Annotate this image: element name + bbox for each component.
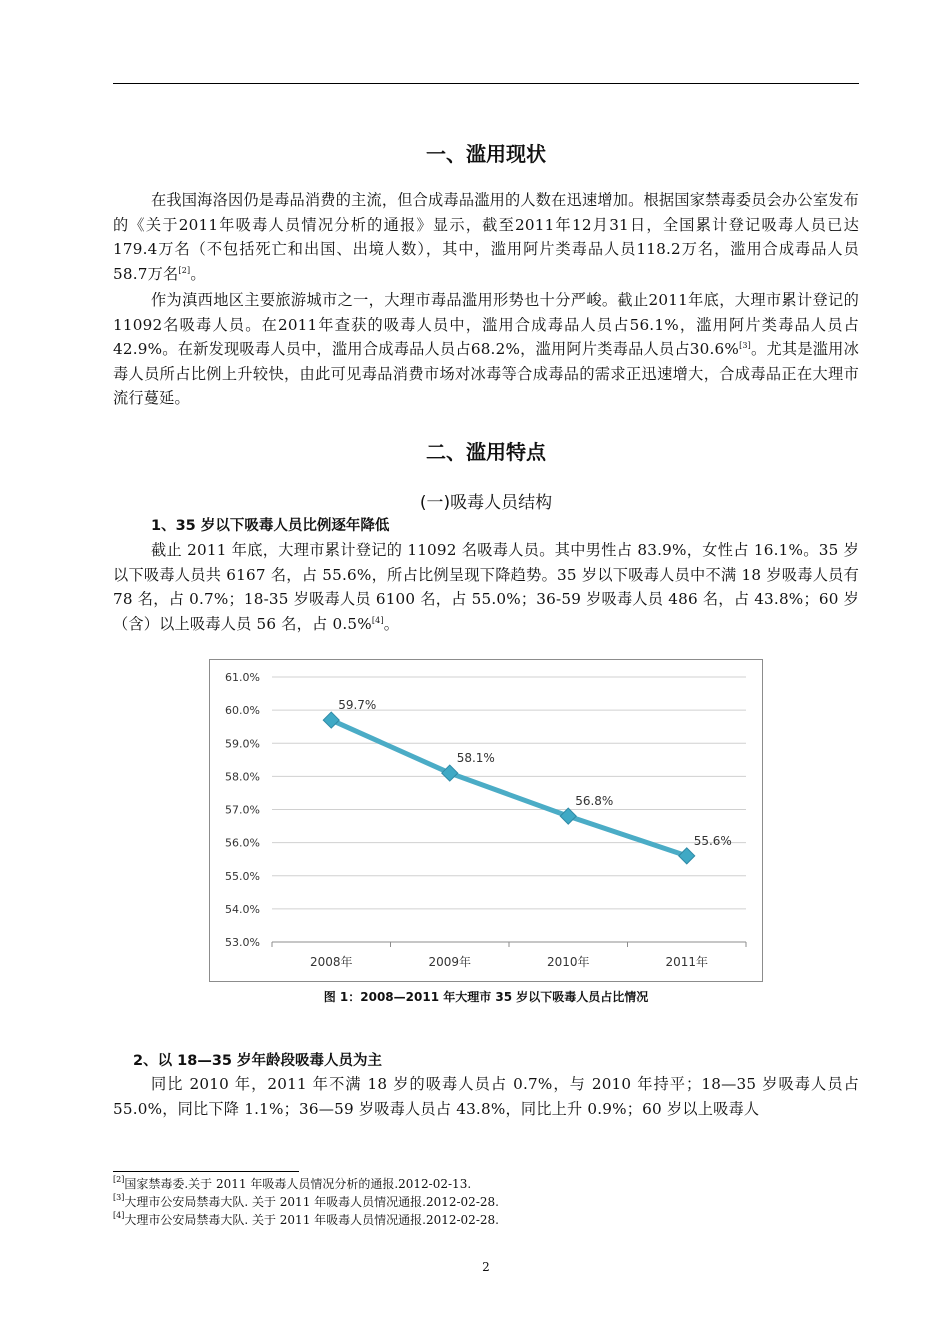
footnote-2: [2]国家禁毒委.关于 2011 年吸毒人员情况分析的通报.2012-02-13. — [113, 1175, 472, 1191]
subsection-title: (一)吸毒人员结构 — [419, 493, 553, 513]
series-line — [331, 720, 687, 856]
y-tick-label: 53.0% — [225, 936, 260, 949]
footnote-ref-3[interactable]: [3] — [739, 341, 751, 350]
line-chart — [209, 659, 763, 982]
section1-title: 一、滥用现状 — [426, 142, 546, 166]
y-tick-label: 61.0% — [225, 671, 260, 684]
y-tick-label: 57.0% — [225, 803, 260, 817]
y-tick-label: 60.0% — [225, 704, 260, 718]
footnote-3: [3]大理市公安局禁毒大队. 关于 2011 年吸毒人员情况通报.2012-02-28. — [113, 1193, 499, 1209]
item2-paragraph: 同比 2010 年，2011 年不满 18 岁的吸毒人员占 0.7%，与 2010 年持平；18—35 岁吸毒人员占 55.0%，同比下降 1.1%；36—59 岁吸毒人员占 43.8%，同比上升 0.9%；60 岁以上吸毒人 — [113, 1075, 859, 1118]
data-label: 56.8% — [575, 794, 614, 809]
x-tick-label: 2008年 — [309, 955, 353, 969]
section1-paragraph-2: 作为滇西地区主要旅游城市之一，大理市毒品滥用形势也十分严峻。截止2011年底，大理市累计登记的11092名吸毒人员。在2011年查获的吸毒人员中，滥用合成毒品人员占56.1%，滥用阿片类毒品人员占42.9%。在新发现吸毒人员中，滥用合成毒品人员占68.2%，滥用阿片类毒品人员占30.6%[3]。尤其是滥用冰毒人员所占比例上升较快，由此可见毒品消费市场对冰毒等合成毒品的需求正迅速增大，合成毒品正在大理市流行蔓延。 — [113, 291, 859, 407]
x-tick-label: 2010年 — [546, 955, 590, 969]
figure-caption: 图 1：2008—2011 年大理市 35 岁以下吸毒人员占比情况 — [323, 990, 649, 1004]
footnote-4: [4]大理市公安局禁毒大队. 关于 2011 年吸毒人员情况通报.2012-02-28. — [113, 1211, 499, 1227]
header-rule — [113, 83, 859, 84]
data-point-marker — [679, 848, 695, 864]
data-point-marker — [323, 712, 339, 728]
item2-title: 2、以 18—35 岁年龄段吸毒人员为主 — [133, 1053, 383, 1069]
data-point-marker — [560, 808, 576, 824]
footnote-ref-4[interactable]: [4] — [371, 615, 384, 625]
section1-paragraph-1: 在我国海洛因仍是毒品消费的主流，但合成毒品滥用的人数在迅速增加。根据国家禁毒委员会办公室发布的《关于2011年吸毒人员情况分析的通报》显示，截至2011年12月31日，全国累计登记吸毒人员已达179.4万名（不包括死亡和出国、出境人数），其中，滥用阿片类毒品人员118.2万名，滥用合成毒品人员58.7万名[2]。 — [113, 191, 859, 283]
item1-title: 1、35 岁以下吸毒人员比例逐年降低 — [151, 518, 390, 534]
footnote-separator — [113, 1171, 299, 1172]
x-tick-label: 2011年 — [665, 955, 709, 969]
y-tick-label: 56.0% — [225, 836, 260, 850]
chart-canvas — [210, 660, 762, 981]
y-tick-label: 55.0% — [225, 869, 260, 883]
data-label: 55.6% — [693, 833, 732, 848]
x-tick-label: 2009年 — [428, 955, 472, 969]
page-number: 2 — [482, 1260, 490, 1274]
y-tick-label: 59.0% — [225, 737, 260, 751]
y-tick-label: 58.0% — [225, 770, 260, 784]
data-label: 58.1% — [456, 751, 495, 766]
item1-paragraph: 截止 2011 年底，大理市累计登记的 11092 名吸毒人员。其中男性占 83.9%，女性占 16.1%。35 岁以下吸毒人员共 6167 名，占 55.6%，所占比例呈现下降趋势。35 岁以下吸毒人员中不满 18 岁吸毒人员有 78 名，占 0.7%；18-35 岁吸毒人员 6100 名，占 55.0%；36-59 岁吸毒人员 486 名，占 43.8%；60 岁（含）以上吸毒人员 56 名，占 0.5%[4]。 — [113, 541, 859, 633]
y-tick-label: 54.0% — [225, 902, 260, 916]
footnote-ref-2[interactable]: [2] — [178, 265, 191, 275]
data-point-marker — [442, 765, 458, 781]
data-label: 59.7% — [338, 698, 377, 713]
section2-title: 二、滥用特点 — [426, 440, 546, 464]
